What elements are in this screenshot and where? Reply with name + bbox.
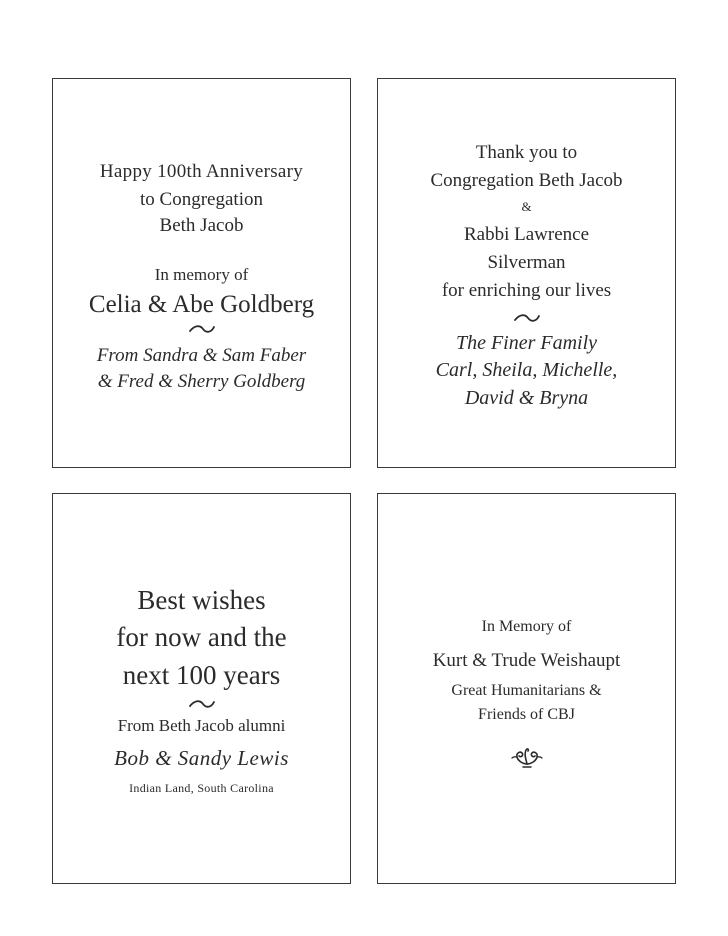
thanks-line-1: Thank you to — [475, 142, 578, 163]
thanks-line-2: Congregation Beth Jacob — [430, 170, 623, 191]
ampersand-line: & — [521, 199, 532, 214]
signature-line-2: & Fred & Sherry Goldberg — [97, 371, 306, 392]
rabbi-line-1: Rabbi Lawrence — [463, 224, 590, 245]
thanks-line-3: for enriching our lives — [441, 280, 612, 301]
location-line: Indian Land, South Carolina — [129, 781, 274, 795]
ad-card-finer — [377, 78, 676, 468]
rabbi-line-2: Silverman — [487, 252, 566, 273]
headline-line-2: for now and the — [116, 622, 287, 652]
memory-label: In Memory of — [481, 618, 572, 635]
memory-label: In memory of — [154, 265, 249, 284]
donor-names: Bob & Sandy Lewis — [114, 746, 289, 770]
greeting-line-3: Beth Jacob — [159, 215, 244, 236]
honorees-name: Celia & Abe Goldberg — [88, 291, 315, 318]
tilde-swash-icon — [188, 324, 216, 334]
ad-card-goldberg — [52, 78, 351, 468]
headline-line-1: Best wishes — [137, 585, 266, 615]
greeting-line-1: Happy 100th Anniversary — [99, 161, 304, 182]
from-line: From Beth Jacob alumni — [117, 716, 286, 735]
signature-line-1: The Finer Family — [455, 332, 598, 354]
honorees-name: Kurt & Trude Weishaupt — [432, 650, 621, 671]
signature-line-2: Carl, Sheila, Michelle, — [435, 359, 618, 381]
signature-line-1: From Sandra & Sam Faber — [96, 345, 307, 366]
ad-card-weishaupt — [377, 493, 676, 884]
tilde-swash-icon — [513, 313, 541, 323]
headline-line-3: next 100 years — [122, 660, 281, 690]
tilde-swash-icon — [188, 699, 216, 709]
tribute-line-1: Great Humanitarians & — [451, 682, 602, 699]
ad-card-lewis — [52, 493, 351, 884]
greeting-line-2: to Congregation — [140, 189, 263, 210]
tribute-line-2: Friends of CBJ — [478, 706, 575, 723]
signature-line-3: David & Bryna — [464, 387, 589, 409]
fleuron-icon — [509, 744, 545, 770]
